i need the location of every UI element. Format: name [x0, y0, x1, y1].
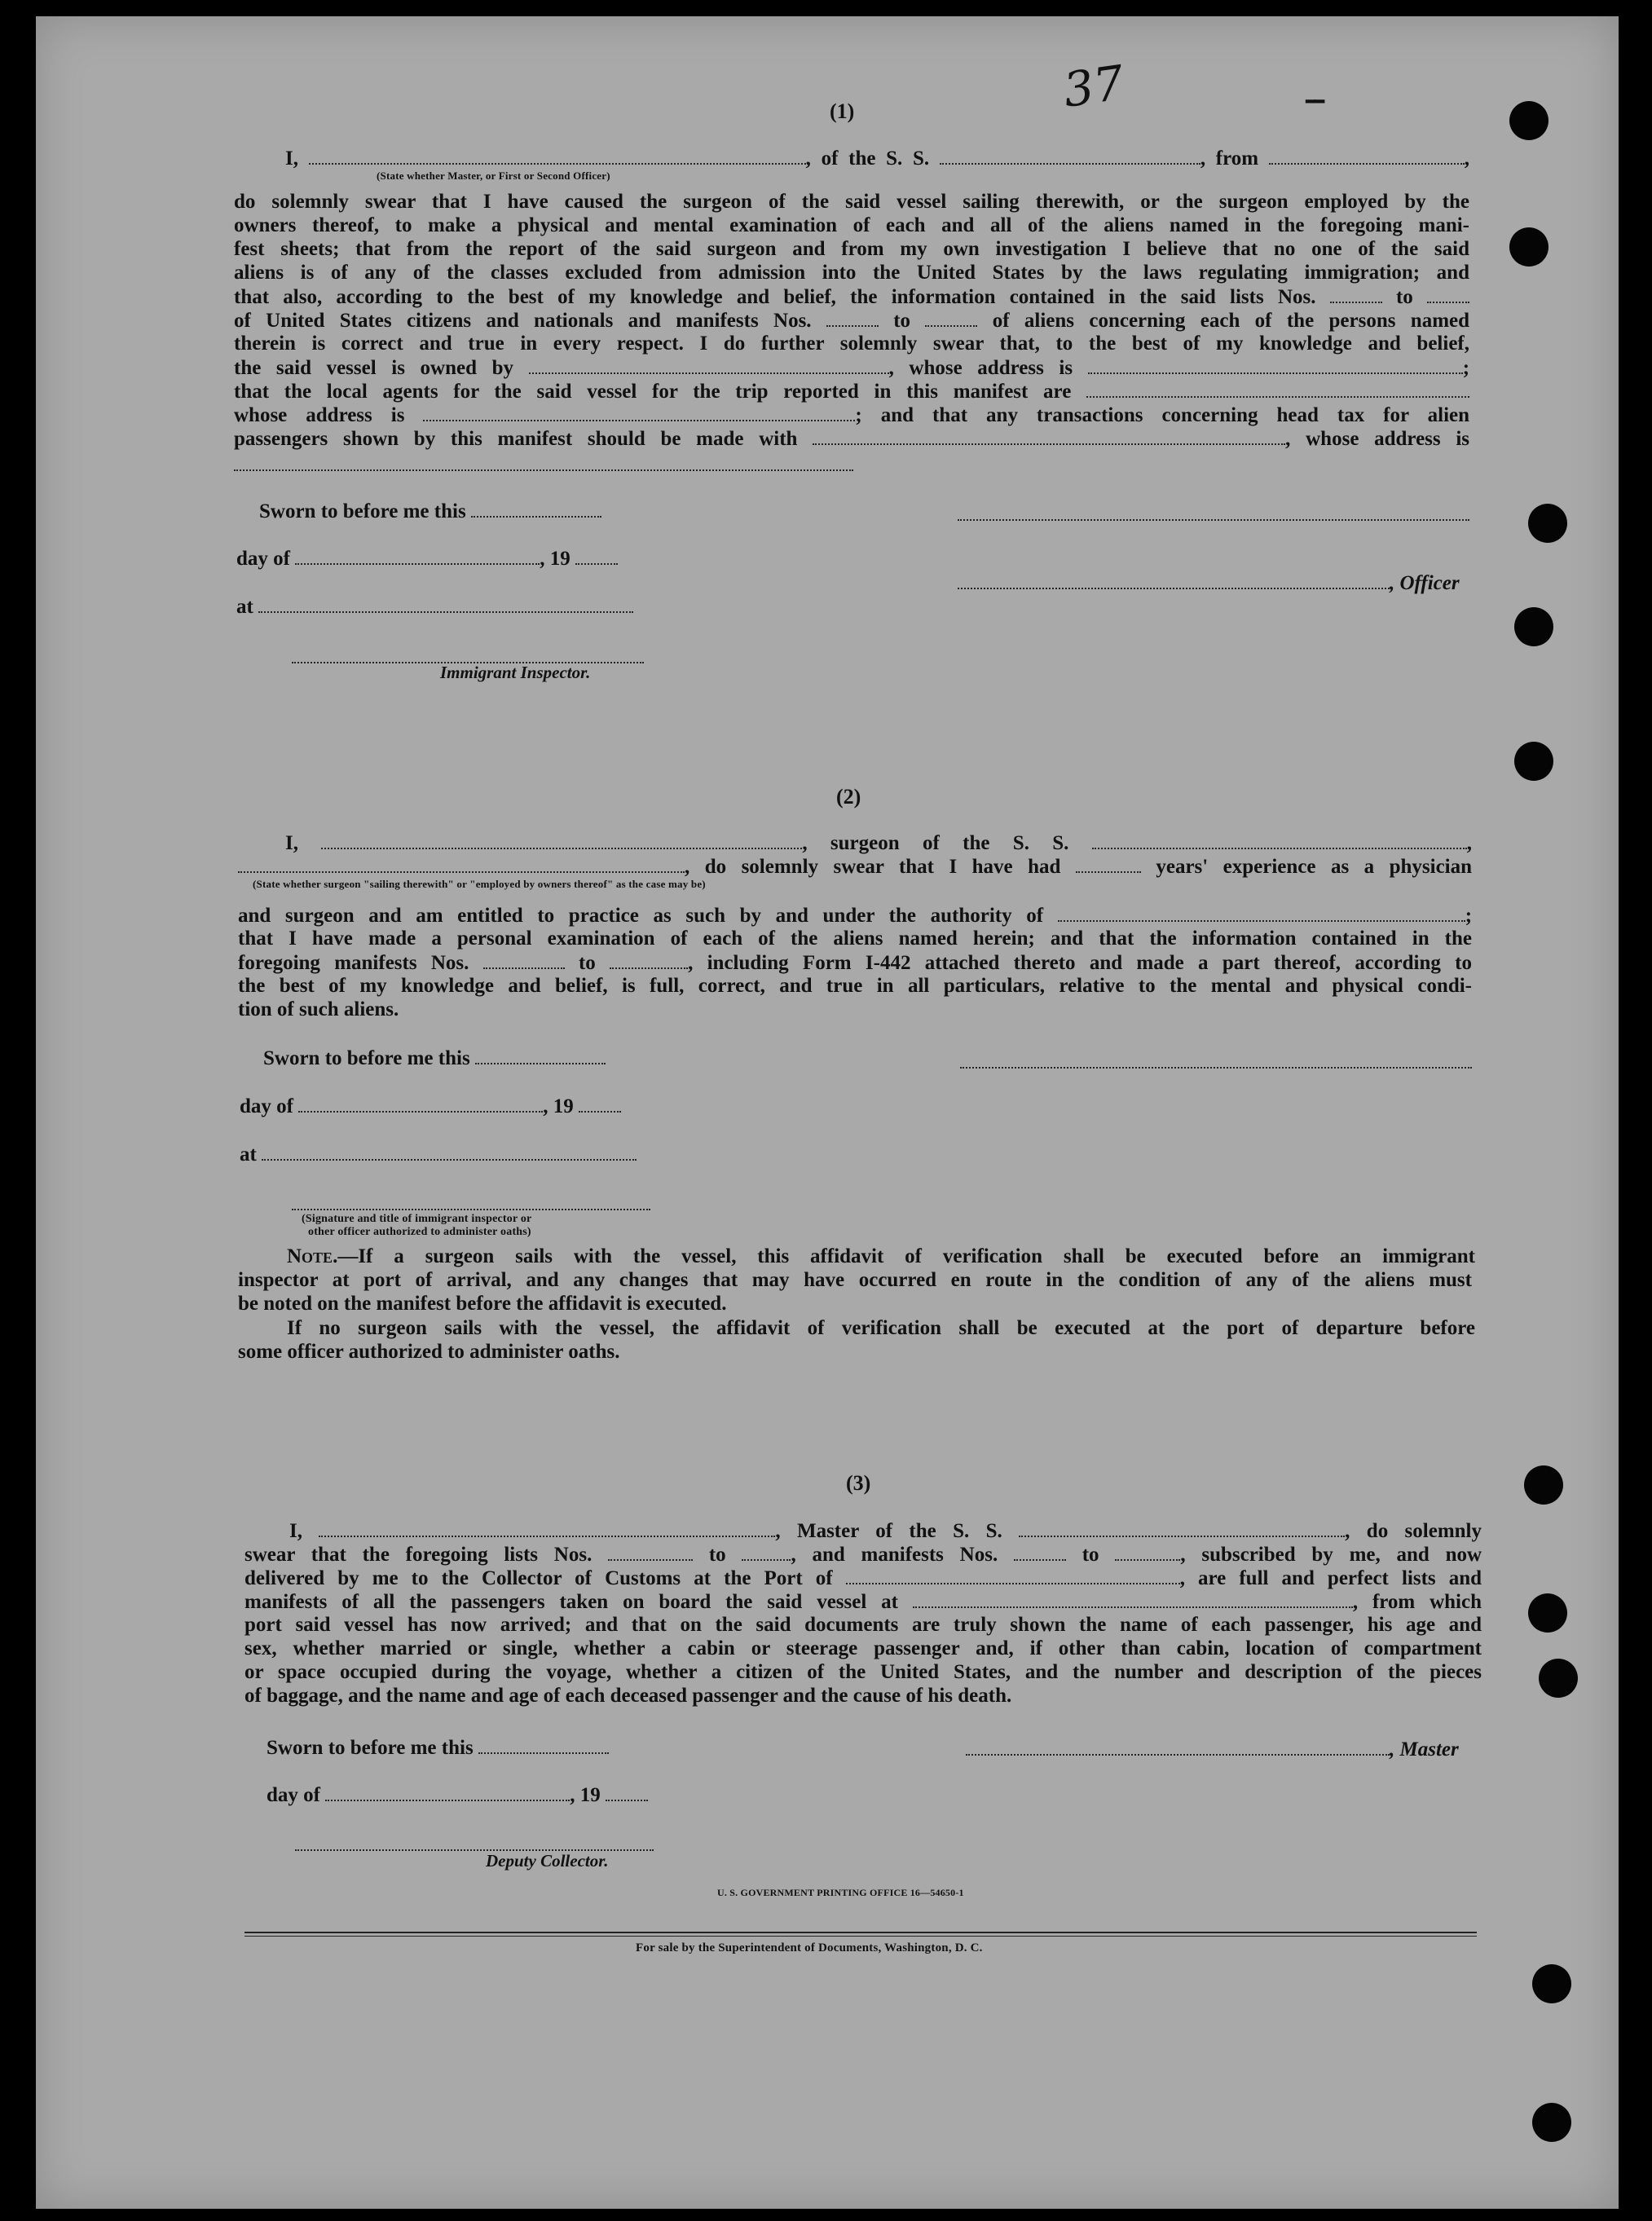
s3-body-line: port said vessel has now arrived; and that on the said documents are truly shown the name of each passenger, his age and — [244, 1614, 1482, 1636]
s3-body-line: sex, whether married or single, whether a cabin or steerage passenger and, if other than cabin, location of compartment — [244, 1637, 1482, 1659]
punch-hole — [1532, 2103, 1571, 2142]
s2-line-1: I, , surgeon of the S. S. , — [285, 832, 1473, 854]
s2-at-label: at — [240, 1143, 637, 1167]
punch-hole — [1509, 227, 1548, 267]
s1-day-label: day of , 19 — [236, 547, 618, 571]
punch-hole — [1524, 1465, 1563, 1505]
s2-manifests-line: foregoing manifests Nos. to , including Form I-442 attached thereto and made a part thereof, according to — [238, 952, 1472, 974]
s3-line-3: delivered by me to the Collector of Customs at the Port of , are full and perfect lists and — [244, 1567, 1482, 1589]
s1-body-line: aliens is of any of the classes excluded from admission into the United States by the laws regulating immigration; and — [234, 262, 1469, 284]
s2-surgeon-note: (State whether surgeon "sailing therewith" or "employed by owners thereof" as the case may be) — [253, 878, 706, 890]
s3-body-line: of baggage, and the name and age of each deceased passenger and the cause of his death. — [244, 1685, 1012, 1707]
s2-authority-line: and surgeon and am entitled to practice as such by and under the authority of ; — [238, 905, 1473, 927]
s2-inspector-sig-line — [292, 1207, 650, 1210]
s1-headtax-line: passengers shown by this manifest should be made with , whose address is — [234, 428, 1470, 450]
s1-officer-sig-line-2: , Officer — [958, 571, 1460, 596]
s1-owned-line: the said vessel is owned by , whose address is ; — [234, 357, 1470, 379]
s2-signature-note-2: other officer authorized to administer oaths) — [308, 1226, 531, 1238]
s2-signature-note-1: (Signature and title of immigrant inspector or — [302, 1213, 532, 1225]
s2-body-line: that I have made a personal examination of each of the aliens named herein; and that the information contained in the — [238, 928, 1472, 950]
s2-note-line: Note.—If a surgeon sails with the vessel, this affidavit of verification shall be executed before an immigrant — [287, 1245, 1475, 1267]
punch-hole — [1514, 742, 1553, 781]
s2-note2-line: If no surgeon sails with the vessel, the affidavit of verification shall be executed at the port of departure before — [287, 1317, 1475, 1339]
s1-officer-note: (State whether Master, or First or Second Officer) — [377, 170, 610, 182]
sale-notice: For sale by the Superintendent of Documents, Washington, D. C. — [636, 1941, 983, 1954]
section-2-number: (2) — [836, 785, 861, 809]
s1-body-line: owners thereof, to make a physical and mental examination of each and all of the aliens named in the foregoing mani- — [234, 214, 1469, 236]
punch-hole — [1509, 101, 1548, 140]
s3-master-sig-line: , Master — [966, 1738, 1459, 1762]
s1-address-blank — [234, 468, 853, 471]
punch-hole — [1528, 1593, 1567, 1633]
handwritten-dash: -- — [1304, 74, 1322, 120]
s3-deputy-collector-label: Deputy Collector. — [486, 1851, 609, 1871]
punch-hole — [1532, 1964, 1571, 2003]
s3-day-label: day of , 19 — [267, 1783, 648, 1808]
punch-hole — [1539, 1659, 1578, 1698]
s1-sworn-label: Sworn to before me this — [259, 500, 601, 524]
s2-note2-line: some officer authorized to administer oaths. — [238, 1341, 620, 1363]
s2-surgeon-sig-line — [960, 1065, 1472, 1069]
section-3-number: (3) — [846, 1471, 871, 1495]
s2-day-label: day of , 19 — [240, 1095, 621, 1119]
s1-agents-line: that the local agents for the said vessel for the trip reported in this manifest are — [234, 380, 1469, 403]
s1-immigrant-inspector-label: Immigrant Inspector. — [440, 663, 591, 682]
s1-body-line: do solemnly swear that I have caused the surgeon of the said vessel sailing therewith, or the surgeon employed by the — [234, 191, 1469, 213]
section-1-number: (1) — [830, 99, 855, 123]
s2-note-line: inspector at port of arrival, and any changes that may have occurred en route in the condition of any of the aliens must — [238, 1269, 1472, 1291]
s3-line-4: manifests of all the passengers taken on board the said vessel at , from which — [244, 1591, 1482, 1613]
punch-hole — [1528, 504, 1567, 543]
s3-body-line: or space occupied during the voyage, whether a citizen of the United States, and the number and description of the pieces — [244, 1661, 1482, 1683]
punch-hole — [1514, 607, 1553, 646]
s2-sworn-label: Sworn to before me this — [263, 1047, 606, 1071]
s3-line-2: swear that the foregoing lists Nos. to , and manifests Nos. to , subscribed by me, and now — [244, 1544, 1482, 1566]
s3-line-1: I, , Master of the S. S. , do solemnly — [289, 1520, 1482, 1542]
s1-line-1: I, , of the S. S. , from , — [285, 148, 1469, 170]
gpo-imprint: U. S. GOVERNMENT PRINTING OFFICE 16—54650-1 — [717, 1887, 964, 1898]
s1-at-label: at — [236, 595, 633, 619]
footer-rule — [244, 1932, 1477, 1937]
s1-therein-line: therein is correct and true in every respect. I do further solemnly swear that, to the best of my knowledge and belief, — [234, 333, 1469, 355]
handwritten-page-number: 37 — [1059, 55, 1128, 118]
s1-body-line: fest sheets; that from the report of the said surgeon and from my own investigation I believe that no one of the said — [234, 238, 1469, 260]
s1-lists-line: that also, according to the best of my knowledge and belief, the information contained in the said lists Nos. to — [234, 285, 1469, 309]
s1-address-line: whose address is ; and that any transactions concerning head tax for alien — [234, 404, 1470, 426]
s2-body-line: the best of my knowledge and belief, is full, correct, and true in all particulars, relative to the mental and physical condi- — [238, 975, 1472, 997]
s2-note-line: be noted on the manifest before the affidavit is executed. — [238, 1293, 727, 1315]
s1-citizens-line: of United States citizens and nationals and manifests Nos. to of aliens concerning each of the persons named — [234, 310, 1470, 332]
s2-body-line: tion of such aliens. — [238, 998, 399, 1020]
s3-sworn-label: Sworn to before me this — [267, 1736, 609, 1760]
s1-officer-sig-line-1 — [958, 518, 1469, 521]
s2-line-2: , do solemnly swear that I have had years' experience as a physician — [238, 855, 1472, 879]
